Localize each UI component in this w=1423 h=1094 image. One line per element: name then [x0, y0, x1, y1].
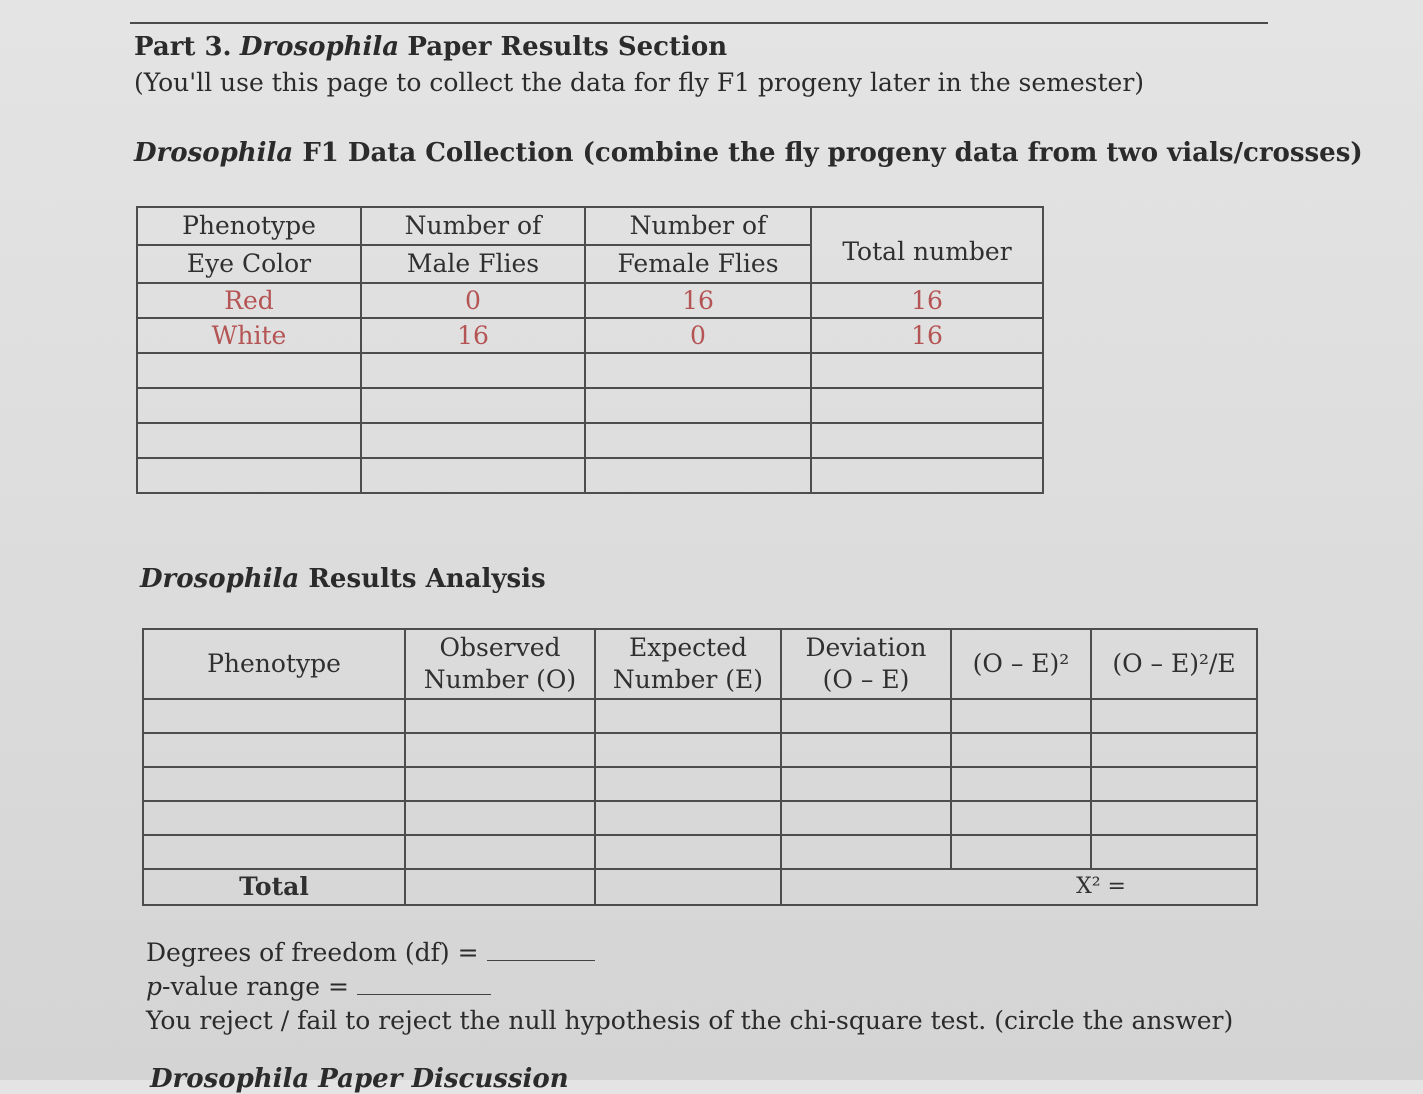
- header-deviation-line2: (O – E): [822, 665, 910, 694]
- analysis-title-italic: Drosophila: [140, 564, 300, 594]
- empty-cell: [1091, 733, 1257, 767]
- row-female-count: 16: [585, 283, 811, 318]
- empty-cell: [405, 835, 595, 869]
- empty-cell: [405, 733, 595, 767]
- empty-cell: [781, 733, 951, 767]
- header-expected-line2: Number (E): [612, 665, 764, 694]
- cutoff-heading: Drosophila Paper Discussion: [150, 1064, 569, 1094]
- empty-row: [143, 733, 1257, 767]
- table-row: [137, 283, 1043, 318]
- row-phenotype: Red: [137, 283, 361, 318]
- header-male-line1: Number of: [361, 207, 585, 245]
- empty-cell: [361, 388, 585, 423]
- total-label: Total: [143, 869, 405, 905]
- analysis-table: [142, 628, 1258, 906]
- data-collection-title-rest: F1 Data Collection (combine the fly progeny data from two vials/crosses): [302, 138, 1363, 168]
- header-phenotype-line2: Eye Color: [137, 245, 361, 283]
- p-blank: [357, 986, 491, 995]
- empty-cell: [951, 767, 1091, 801]
- p-value-line: [146, 970, 491, 1003]
- header-female-line2: Female Flies: [585, 245, 811, 283]
- empty-cell: [1091, 835, 1257, 869]
- row-phenotype: White: [137, 318, 361, 353]
- empty-cell: [143, 801, 405, 835]
- df-blank: [487, 952, 595, 961]
- total-row: [143, 869, 1257, 905]
- empty-cell: [811, 458, 1043, 493]
- header-observed-line1: Observed: [439, 633, 561, 662]
- empty-cell: [781, 767, 951, 801]
- header-female-line1: Number of: [585, 207, 811, 245]
- empty-row: [143, 767, 1257, 801]
- empty-row: [137, 388, 1043, 423]
- header-phenotype: Phenotype: [143, 629, 405, 699]
- empty-cell: [1091, 767, 1257, 801]
- empty-cell: [811, 388, 1043, 423]
- empty-cell: [781, 835, 951, 869]
- empty-cell: [585, 388, 811, 423]
- title-suffix: Paper Results Section: [407, 32, 728, 62]
- reject-line: You reject / fail to reject the null hypothesis of the chi-square test. (circle the answer): [146, 1006, 1234, 1035]
- header-phenotype-line1: Phenotype: [137, 207, 361, 245]
- data-collection-title-italic: Drosophila: [134, 138, 294, 168]
- empty-cell: [405, 699, 595, 733]
- empty-cell: [143, 767, 405, 801]
- empty-cell: [143, 835, 405, 869]
- header-total: Total number: [811, 207, 1043, 283]
- page-subtitle: (You'll use this page to collect the data for fly F1 progeny later in the semester): [134, 68, 1145, 97]
- empty-cell: [585, 353, 811, 388]
- analysis-title-rest: Results Analysis: [308, 564, 546, 594]
- title-italic: Drosophila: [239, 32, 400, 62]
- header-squared: (O – E)²: [951, 629, 1091, 699]
- data-collection-table: [136, 206, 1044, 494]
- empty-row: [143, 801, 1257, 835]
- empty-cell: [781, 699, 951, 733]
- data-collection-title: [134, 136, 1363, 170]
- empty-cell: [811, 353, 1043, 388]
- empty-cell: [585, 423, 811, 458]
- empty-cell: [595, 767, 781, 801]
- header-male-line2: Male Flies: [361, 245, 585, 283]
- header-expected: [595, 629, 781, 699]
- empty-cell: [595, 733, 781, 767]
- empty-cell: [137, 458, 361, 493]
- empty-cell: [811, 423, 1043, 458]
- p-label-italic: p: [146, 972, 163, 1001]
- empty-cell: [951, 801, 1091, 835]
- empty-cell: [137, 388, 361, 423]
- header-observed-line2: Number (O): [423, 665, 577, 694]
- empty-cell: [137, 353, 361, 388]
- header-expected-line1: Expected: [629, 633, 747, 662]
- analysis-title: [140, 562, 546, 596]
- empty-cell: [595, 699, 781, 733]
- top-rule: [130, 22, 1268, 24]
- title-prefix: Part 3.: [134, 32, 232, 62]
- empty-cell: [595, 801, 781, 835]
- header-observed: [405, 629, 595, 699]
- empty-row: [137, 423, 1043, 458]
- header-deviation-line1: Deviation: [805, 633, 927, 662]
- empty-cell: [1091, 699, 1257, 733]
- df-label: Degrees of freedom (df) =: [146, 938, 479, 967]
- row-male-count: 0: [361, 283, 585, 318]
- empty-cell: [595, 835, 781, 869]
- row-total-count: 16: [811, 283, 1043, 318]
- row-male-count: 16: [361, 318, 585, 353]
- empty-cell: [585, 458, 811, 493]
- degrees-of-freedom-line: [146, 936, 595, 969]
- empty-cell: [405, 801, 595, 835]
- empty-row: [137, 458, 1043, 493]
- empty-cell: [361, 458, 585, 493]
- empty-row: [137, 353, 1043, 388]
- empty-row: [143, 699, 1257, 733]
- empty-cell: [143, 733, 405, 767]
- header-ratio: (O – E)²/E: [1091, 629, 1257, 699]
- p-label-rest: -value range =: [162, 972, 349, 1001]
- empty-row: [143, 835, 1257, 869]
- empty-cell: [1091, 801, 1257, 835]
- empty-cell: [361, 353, 585, 388]
- empty-cell: [143, 699, 405, 733]
- empty-cell: [951, 733, 1091, 767]
- empty-cell: [951, 699, 1091, 733]
- empty-cell: [137, 423, 361, 458]
- chi-square-label: X² =: [781, 869, 1257, 905]
- total-expected: [595, 869, 781, 905]
- total-observed: [405, 869, 595, 905]
- table-row: [137, 318, 1043, 353]
- empty-cell: [781, 801, 951, 835]
- row-female-count: 0: [585, 318, 811, 353]
- row-total-count: 16: [811, 318, 1043, 353]
- empty-cell: [361, 423, 585, 458]
- header-deviation: [781, 629, 951, 699]
- empty-cell: [951, 835, 1091, 869]
- page-title: [134, 30, 727, 64]
- empty-cell: [405, 767, 595, 801]
